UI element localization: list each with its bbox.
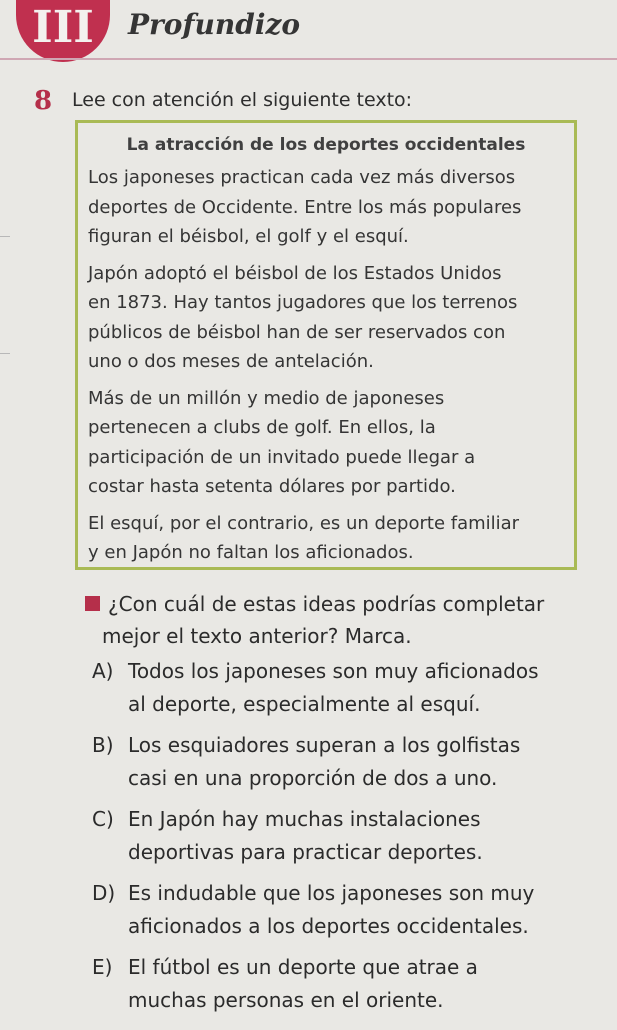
reading-body xyxy=(88,163,564,575)
question-number: 8 xyxy=(34,86,53,116)
reading-line: costar hasta setenta dólares por partido. xyxy=(88,476,456,497)
option-e[interactable] xyxy=(92,951,592,1017)
option-letter: B) xyxy=(92,733,114,757)
option-line: aficionados a los deportes occidentales. xyxy=(128,914,529,938)
option-d[interactable] xyxy=(92,877,592,943)
option-letter: C) xyxy=(92,807,114,831)
option-b[interactable] xyxy=(92,729,592,795)
option-line: casi en una proporción de dos a uno. xyxy=(128,766,498,790)
margin-mark xyxy=(0,236,10,237)
reading-box xyxy=(75,120,577,570)
reading-line: El esquí, por el contrario, es un deporte familiar xyxy=(88,512,520,534)
reading-title: La atracción de los deportes occidentales xyxy=(126,135,526,155)
reading-paragraph xyxy=(88,509,564,568)
reading-line: Japón adoptó el béisbol de los Estados Unidos xyxy=(88,262,502,284)
option-line: Los esquiadores superan a los golfistas xyxy=(128,733,521,757)
option-line: muchas personas en el oriente. xyxy=(128,988,444,1012)
reading-line: y en Japón no faltan los aficionados. xyxy=(88,542,414,563)
reading-paragraph xyxy=(88,163,564,252)
section-badge xyxy=(16,0,110,62)
square-bullet-icon xyxy=(85,596,100,611)
question-instruction: Lee con atención el siguiente texto: xyxy=(72,89,413,111)
reading-line: Más de un millón y medio de japoneses xyxy=(88,387,445,409)
option-line: Todos los japoneses son muy aficionados xyxy=(128,659,539,683)
option-text xyxy=(128,729,592,795)
margin-mark xyxy=(0,353,10,354)
prompt-line: ¿Con cuál de estas ideas podrías completar xyxy=(108,592,545,616)
reading-paragraph xyxy=(88,384,564,502)
section-title: Profundizo xyxy=(128,8,301,41)
reading-line: pertenecen a clubs de golf. En ellos, la xyxy=(88,417,436,438)
reading-line: participación de un invitado puede llegar a xyxy=(88,446,476,468)
option-text xyxy=(128,655,592,721)
option-letter: D) xyxy=(92,881,116,905)
option-c[interactable] xyxy=(92,803,592,869)
question-prompt xyxy=(102,588,578,652)
option-line: Es indudable que los japoneses son muy xyxy=(128,881,535,905)
header-divider xyxy=(0,58,617,60)
reading-paragraph xyxy=(88,259,564,377)
option-line: al deporte, especialmente al esquí. xyxy=(128,692,481,716)
option-text xyxy=(128,951,592,1017)
option-line: El fútbol es un deporte que atrae a xyxy=(128,955,478,979)
option-text xyxy=(128,803,592,869)
option-text xyxy=(128,877,592,943)
reading-line: en 1873. Hay tantos jugadores que los terrenos xyxy=(88,292,518,313)
reading-line: Los japoneses practican cada vez más diversos xyxy=(88,167,516,188)
option-line: deportivas para practicar deportes. xyxy=(128,840,483,864)
reading-line: uno o dos meses de antelación. xyxy=(88,351,374,372)
option-letter: A) xyxy=(92,659,114,683)
prompt-line: mejor el texto anterior? Marca. xyxy=(102,624,412,648)
option-letter: E) xyxy=(92,955,113,979)
reading-line: deportes de Occidente. Entre los más populares xyxy=(88,196,522,218)
option-a[interactable] xyxy=(92,655,592,721)
answer-options xyxy=(92,655,592,1025)
reading-line: figuran el béisbol, el golf y el esquí. xyxy=(88,226,409,247)
option-line: En Japón hay muchas instalaciones xyxy=(128,807,481,831)
reading-line: públicos de béisbol han de ser reservados con xyxy=(88,321,506,343)
section-number: III xyxy=(32,2,94,53)
